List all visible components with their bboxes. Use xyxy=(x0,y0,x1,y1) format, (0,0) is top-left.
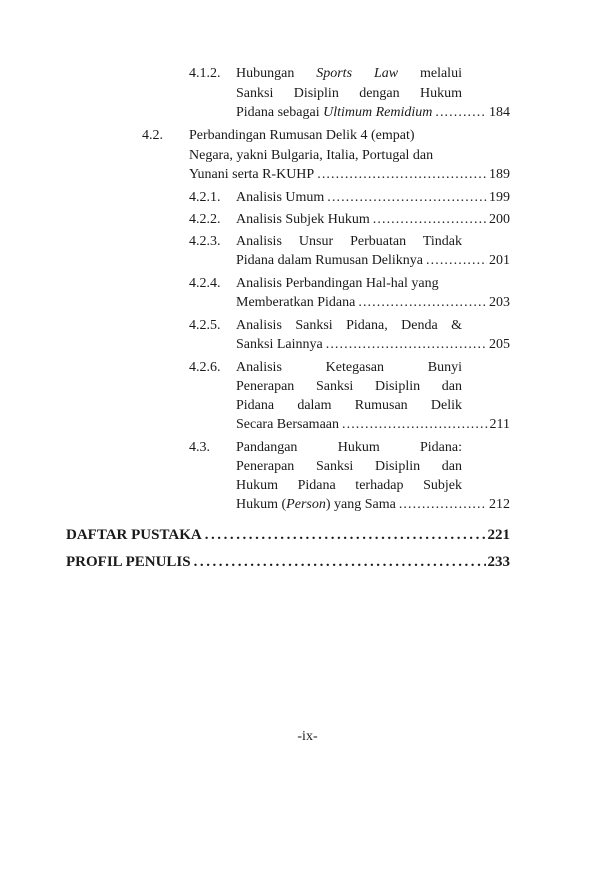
dot-leader xyxy=(373,210,487,230)
entry-title-line: Analisis Perbandingan Hal-hal yang xyxy=(236,276,439,291)
entry-title-line: Memberatkan Pidana xyxy=(236,295,356,310)
entry-leader-line xyxy=(236,293,510,313)
dot-leader xyxy=(205,525,486,545)
entry-title-line: Analisis Umum xyxy=(236,190,325,205)
entry-leader-line xyxy=(236,335,510,355)
page-number: 212 xyxy=(489,497,510,512)
title-word: Hubungan xyxy=(236,66,295,81)
entry-leader-line xyxy=(236,188,510,208)
entry-title-line: Analisis Ketegasan Bunyi xyxy=(236,360,462,375)
entry-leader-line xyxy=(236,415,510,435)
entry-title-line: Pidana sebagai Ultimum Remidium xyxy=(236,105,433,120)
page-number: 205 xyxy=(489,337,510,352)
page-number: 184 xyxy=(489,105,510,120)
section-number: 4.3. xyxy=(189,440,210,455)
page-number: 221 xyxy=(487,527,510,543)
dot-leader xyxy=(435,103,487,123)
toc-entry-profil-penulis[interactable] xyxy=(66,552,510,572)
dot-leader xyxy=(194,552,486,572)
entry-title-line: Penerapan Sanksi Disiplin dan xyxy=(236,459,462,474)
page-number: 203 xyxy=(489,295,510,310)
title-word: Sports xyxy=(316,66,353,81)
entry-title-line: Sanksi Lainnya xyxy=(236,337,323,352)
dot-leader xyxy=(426,251,487,271)
section-number: 4.2. xyxy=(142,128,163,143)
entry-title-line: Secara Bersamaan xyxy=(236,417,339,432)
page-number: 233 xyxy=(487,554,510,570)
page-number: 199 xyxy=(489,190,510,205)
section-number: 4.2.1. xyxy=(189,190,221,205)
entry-leader-line xyxy=(236,210,510,230)
entry-title-line: Penerapan Sanksi Disiplin dan xyxy=(236,379,462,394)
entry-title-line: Negara, yakni Bulgaria, Italia, Portugal dan xyxy=(189,148,434,163)
entry-title-line: Analisis Subjek Hukum xyxy=(236,212,370,227)
entry-title-line: Pidana dalam Rumusan Delik xyxy=(236,398,462,413)
entry-title-line: Yunani serta R-KUHP xyxy=(189,167,315,182)
section-number: 4.1.2. xyxy=(189,66,221,81)
page-number: 201 xyxy=(489,253,510,268)
entry-title-line xyxy=(236,64,462,84)
page-number: 200 xyxy=(489,212,510,227)
title-word: Law xyxy=(373,66,399,81)
page-number: 189 xyxy=(489,167,510,182)
page-number: 211 xyxy=(489,417,510,432)
entry-title-line: Perbandingan Rumusan Delik 4 (empat) xyxy=(189,128,415,143)
dot-leader xyxy=(342,415,488,435)
entry-title-line: Hukum (Person) yang Sama xyxy=(236,497,396,512)
title-word: melalui xyxy=(419,66,462,81)
entry-title: PROFIL PENULIS xyxy=(66,554,191,570)
entry-leader-line xyxy=(189,165,510,185)
toc-entry-daftar-pustaka[interactable] xyxy=(66,525,510,545)
entry-title-line: Pandangan Hukum Pidana: xyxy=(236,440,462,455)
section-number: 4.2.4. xyxy=(189,276,221,291)
entry-title-line: Pidana dalam Rumusan Deliknya xyxy=(236,253,424,268)
section-number: 4.2.3. xyxy=(189,234,221,249)
entry-leader-line xyxy=(236,495,510,515)
entry-title-line: Analisis Sanksi Pidana, Denda & xyxy=(236,318,462,333)
dot-leader xyxy=(326,335,487,355)
dot-leader xyxy=(327,188,487,208)
section-number: 4.2.5. xyxy=(189,318,221,333)
entry-title-line: Hukum Pidana terhadap Subjek xyxy=(236,478,462,493)
entry-title: DAFTAR PUSTAKA xyxy=(66,527,202,543)
dot-leader xyxy=(358,293,487,313)
entry-leader-line xyxy=(236,251,510,271)
entry-title-line: Analisis Unsur Perbuatan Tindak xyxy=(236,234,462,249)
section-number: 4.2.6. xyxy=(189,360,221,375)
section-number: 4.2.2. xyxy=(189,212,221,227)
dot-leader xyxy=(399,495,487,515)
dot-leader xyxy=(317,165,487,185)
entry-title-line: Sanksi Disiplin dengan Hukum xyxy=(236,86,462,101)
entry-leader-line xyxy=(236,103,510,123)
page-footer-number: -ix- xyxy=(297,729,318,744)
